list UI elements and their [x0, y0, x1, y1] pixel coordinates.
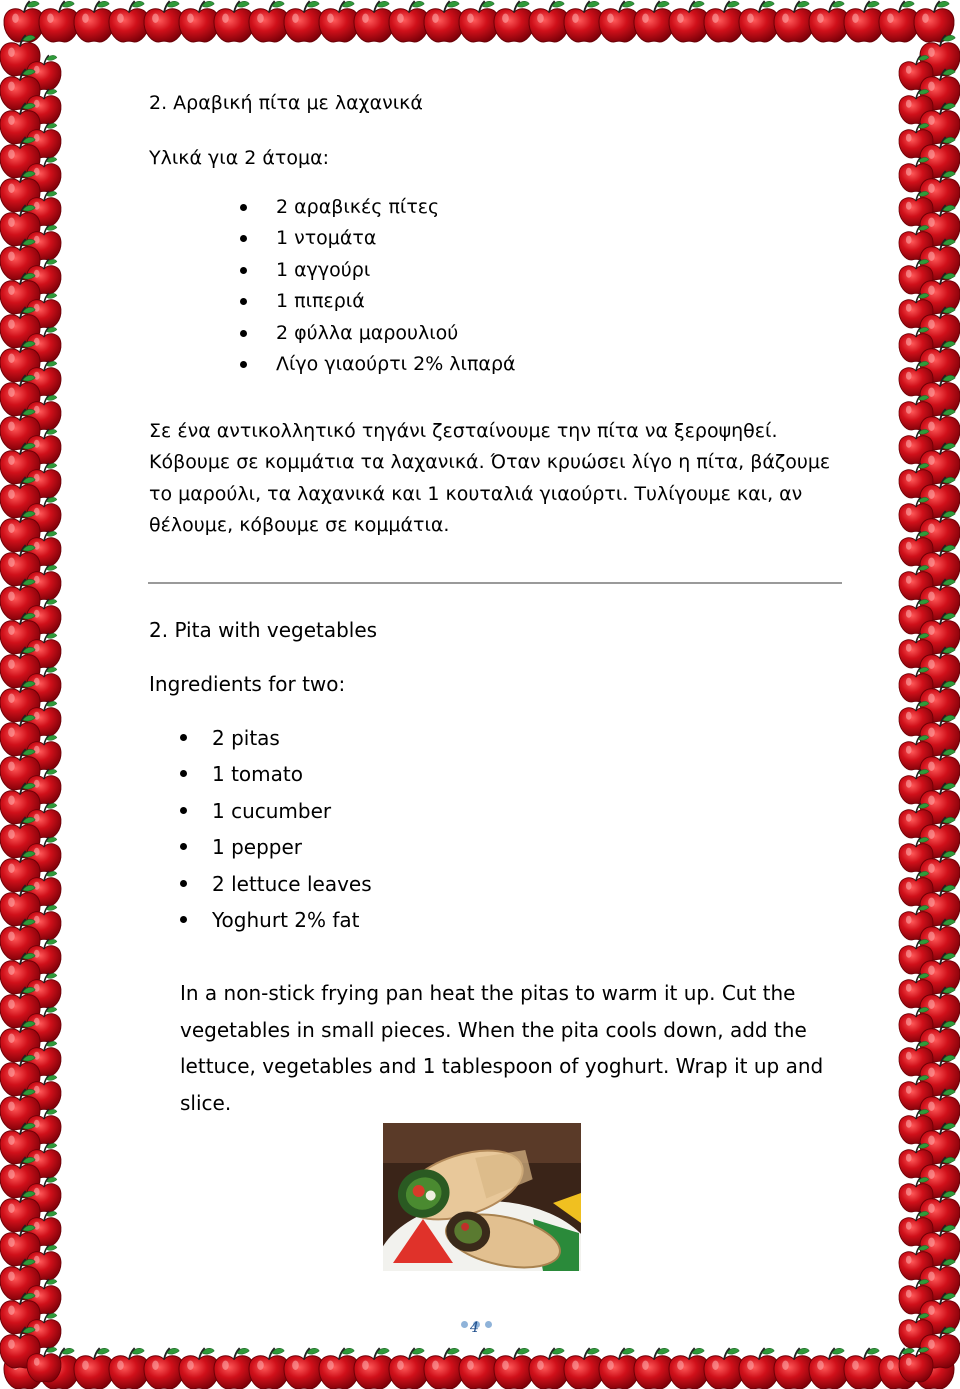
greek-ingredient-item: 2 αραβικές πίτες [240, 192, 516, 223]
greek-ingredient-item: 1 αγγούρι [240, 255, 516, 286]
english-ingredient-item: 1 pepper [180, 829, 372, 865]
greek-instructions: Σε ένα αντικολλητικό τηγάνι ζεσταίνουμε την πίτα να ξεροψηθεί. Κόβουμε σε κομμάτια τα λαχανικά. Όταν κρυώσει λίγο η πίτα, βάζουμε το μαρούλι, τα λαχανικά και 1 κουταλιά γιαούρτι. Τυλίγουμε και, αν θέλουμε, κόβουμε σε κομμάτια. [149, 420, 831, 536]
greek-ingredients-heading: Υλικά για 2 άτομα: [149, 147, 330, 169]
english-ingredients-list [180, 720, 372, 938]
english-ingredient-item: 1 cucumber [180, 793, 372, 829]
english-ingredient-item: Yoghurt 2% fat [180, 902, 372, 938]
english-ingredient-item: 2 pitas [180, 720, 372, 756]
english-ingredient-item: 1 tomato [180, 756, 372, 792]
greek-ingredient-item: 1 πιπεριά [240, 286, 516, 317]
english-ingredients-heading: Ingredients for two: [149, 672, 346, 696]
greek-ingredient-item: 1 ντομάτα [240, 223, 516, 254]
dot-icon [485, 1321, 492, 1328]
dot-icon [461, 1321, 468, 1328]
page-number-dots [461, 1313, 497, 1332]
pita-wrap-illustration [383, 1123, 581, 1271]
english-ingredient-item: 2 lettuce leaves [180, 866, 372, 902]
english-instructions: In a non-stick frying pan heat the pitas to warm it up. Cut the vegetables in small pieces. When the pita cools down, add the lettuce, vegetables and 1 tablespoon of yoghurt. Wrap it up and slice. [180, 981, 824, 1115]
page-number: 4 [470, 1320, 479, 1336]
greek-ingredients-list [240, 192, 516, 380]
greek-recipe-title: 2. Αραβική πίτα με λαχανικά [149, 92, 423, 114]
pita-wrap-photo [383, 1123, 581, 1271]
greek-ingredient-item: 2 φύλλα μαρουλιού [240, 318, 516, 349]
section-divider [148, 582, 842, 584]
english-recipe-title: 2. Pita with vegetables [149, 618, 378, 642]
greek-ingredient-item: Λίγο γιαούρτι 2% λιπαρά [240, 349, 516, 380]
